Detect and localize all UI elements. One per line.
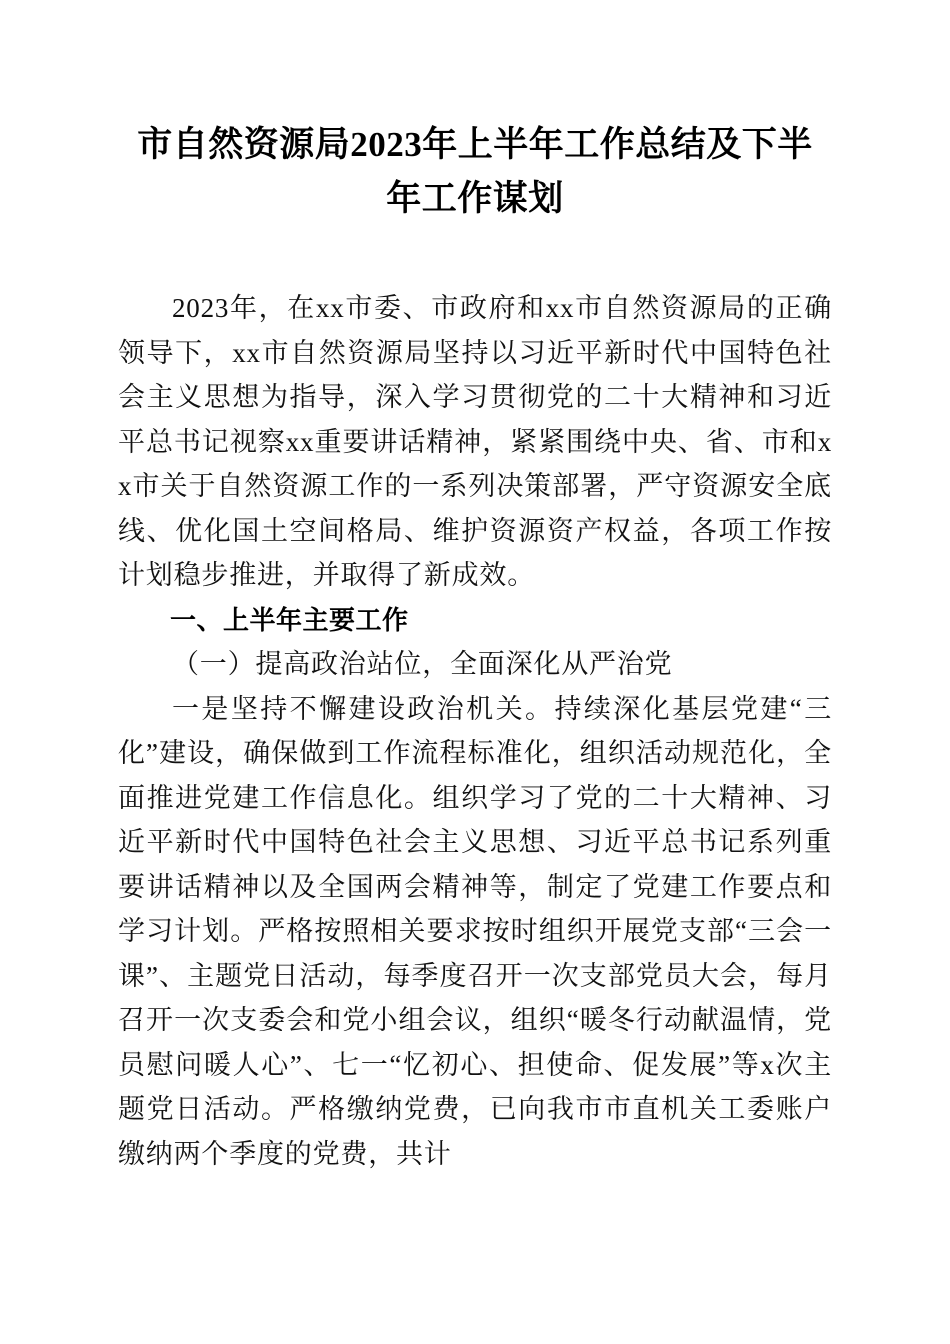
section-heading-1: 一、上半年主要工作	[170, 604, 409, 635]
page-title	[118, 118, 832, 226]
document-body	[118, 118, 832, 1176]
intro-paragraph: 2023年，在xx市委、市政府和xx市自然资源局的正确领导下，xx市自然资源局坚持以习近平新时代中国特色社会主义思想为指导，深入学习贯彻党的二十大精神和习近平总书记视察xx重要讲话精神，紧紧围绕中央、省、市和xx市关于自然资源工作的一系列决策部署，严守资源安全底线、优化国土空间格局、维护资源资产权益，各项工作按计划稳步推进，并取得了新成效。	[118, 293, 832, 590]
page-title-line-2: 年工作谋划	[386, 179, 564, 218]
body-paragraph-1: 一是坚持不懈建设政治机关。持续深化基层党建“三化”建设，确保做到工作流程标准化，组织活动规范化，全面推进党建工作信息化。组织学习了党的二十大精神、习近平新时代中国特色社会主义思想、习近平总书记系列重要讲话精神以及全国两会精神等，制定了党建工作要点和学习计划。严格按照相关要求按时组织开展党支部“三会一课”、主题党日活动，每季度召开一次支部党员大会，每月召开一次支委会和党小组会议，组织“暖冬行动献温情，党员慰问暖人心”、七一“忆初心、担使命、促发展”等x次主题党日活动。严格缴纳党费，已向我市市直机关工委账户缴纳两个季度的党费，共计	[118, 693, 832, 1169]
title-spacer	[118, 226, 832, 286]
subsection-heading-1-1: （一）提高政治站位，全面深化从严治党	[172, 649, 673, 679]
page-title-line-1: 市自然资源局2023年上半年工作总结及下半	[137, 125, 813, 164]
